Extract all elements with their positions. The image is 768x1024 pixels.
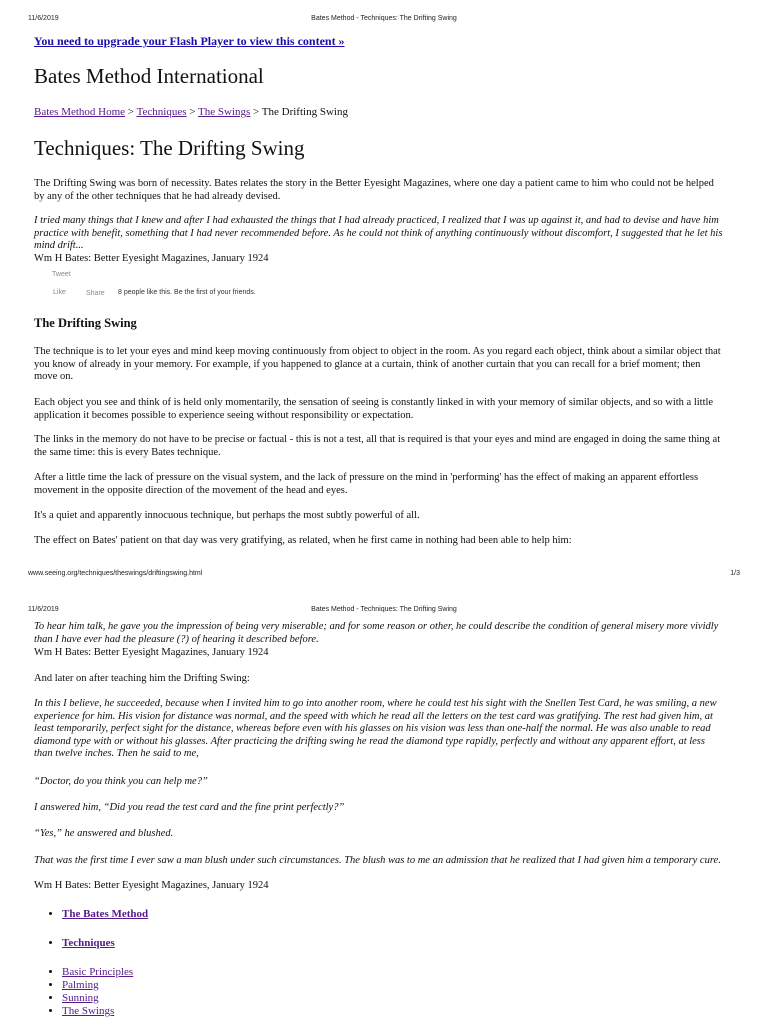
citation: Wm H Bates: Better Eyesight Magazines, January 1924 <box>34 647 269 658</box>
body-paragraph: The links in the memory do not have to be precise or factual - this is not a test, all that is required is that your eyes and mind are engaged in doing the same thing at the same time: this is every Bates technique. <box>34 434 721 458</box>
nav-link-techniques[interactable]: Techniques <box>62 937 115 949</box>
print-url: www.seeing.org/techniques/theswings/driftingswing.html <box>28 570 203 577</box>
nav-item <box>62 992 133 1005</box>
print-footer <box>28 570 740 582</box>
intro-paragraph: The Drifting Swing was born of necessity. Bates relates the story in the Better Eyesight Magazines, where one day a patient came to him who could not be helped by any of the other techniques that he had already devised. <box>34 178 714 202</box>
body-paragraph: And later on after teaching him the Drifting Swing: <box>34 673 250 684</box>
page-title: Techniques: The Drifting Swing <box>34 136 305 160</box>
breadcrumb-swings-link[interactable]: The Swings <box>198 106 251 118</box>
nav-item <box>62 937 115 950</box>
breadcrumb-techniques-link[interactable]: Techniques <box>136 106 187 118</box>
nav-link-sunning[interactable]: Sunning <box>62 992 99 1004</box>
citation: Wm H Bates: Better Eyesight Magazines, January 1924 <box>34 880 269 891</box>
nav-link-basic-principles[interactable]: Basic Principles <box>62 966 134 978</box>
share-button[interactable]: Share <box>86 290 105 297</box>
like-button[interactable]: Like <box>53 289 66 296</box>
breadcrumb-separator: > <box>186 106 199 118</box>
citation: Wm H Bates: Better Eyesight Magazines, January 1924 <box>34 253 269 264</box>
print-date: 11/6/2019 <box>28 606 59 613</box>
nav-sub-list <box>34 966 133 1018</box>
print-header <box>28 606 740 618</box>
quote-block: To hear him talk, he gave you the impression of being very miserable; and for some reason or other, he could describe the condition of general misery more vividly than I have ever had the pleasure (?) of hearing it described before. <box>34 621 719 645</box>
section-heading: The Drifting Swing <box>34 316 137 330</box>
tweet-button[interactable]: Tweet <box>52 271 71 278</box>
body-paragraph: The technique is to let your eyes and mind keep moving continuously from object to object in the room. As you regard each object, think about a similar object that you know of already in your memory. For example, if you happened to glance at a curtain, think of another curtain that you can recall for a brief moment; then move on. <box>34 346 721 382</box>
breadcrumb <box>34 106 348 118</box>
quote-block: In this I believe, he succeeded, because when I invited him to go into another room, where he could test his sight with the Snellen Test Card, he was smiling, a new experience for him. His vision for distance was normal, and the speed with which he read all the letters on the test card was gratifying. The rest had given him, at least temporarily, perfect sight for the distance, whereas before even with his glasses on his vision was less than one-half the normal. He was also unable to read diamond type with or without his glasses. After practicing the drifting swing he read the diamond type rapidly, perfectly and without any apparent effort, at less than twelve inches. Then he said to me, <box>34 698 717 759</box>
nav-list <box>34 908 148 921</box>
flash-upgrade-link[interactable]: You need to upgrade your Flash Player to view this content » <box>34 34 345 48</box>
breadcrumb-separator: > <box>125 106 137 118</box>
nav-item <box>62 908 148 921</box>
print-header <box>28 15 740 27</box>
body-paragraph: After a little time the lack of pressure on the visual system, and the lack of pressure on the mind in 'performing' has the effect of making an apparent effortless movement in the opposite direction of the movement of the head and eyes. <box>34 472 699 496</box>
breadcrumb-current: The Drifting Swing <box>261 106 348 118</box>
body-paragraph: The effect on Bates' patient on that day was very gratifying, as related, when he first came in nothing had been able to help him: <box>34 535 572 546</box>
like-count-text: 8 people like this. Be the first of your friends. <box>118 289 256 296</box>
quote-block: I tried many things that I knew and after I had exhausted the things that I had already practiced, I realized that I was up against it, and had to devise and have him practice with benefit, something that I had never recommended before. As he could not think of anything continuously without discomfort, I suggested that he let his mind drift... <box>34 215 723 251</box>
nav-item <box>62 1005 133 1018</box>
page-number: 1/3 <box>730 570 740 577</box>
nav-item <box>62 966 133 979</box>
nav-item <box>62 979 133 992</box>
nav-link-the-swings[interactable]: The Swings <box>62 1005 115 1017</box>
print-date: 11/6/2019 <box>28 15 59 22</box>
quote-block: That was the first time I ever saw a man blush under such circumstances. The blush was to me an admission that he realized that I had given him a temporary cure. <box>34 855 721 866</box>
nav-link-palming[interactable]: Palming <box>62 979 99 991</box>
nav-list <box>34 937 115 950</box>
breadcrumb-separator: > <box>250 106 262 118</box>
print-title: Bates Method - Techniques: The Drifting Swing <box>311 606 457 613</box>
body-paragraph: Each object you see and think of is held only momentarily, the sensation of seeing is constantly linked in with your memory of similar objects, and so with a little application it becomes possible to experience seeing without responsibility or expectation. <box>34 397 714 421</box>
body-paragraph: It's a quiet and apparently innocuous technique, but perhaps the most subtly powerful of all. <box>34 510 420 521</box>
dialog-line: I answered him, “Did you read the test card and the fine print perfectly?” <box>34 802 345 813</box>
nav-link-bates-method[interactable]: The Bates Method <box>62 908 149 920</box>
site-title: Bates Method International <box>34 64 264 88</box>
dialog-line: “Yes,” he answered and blushed. <box>34 828 174 839</box>
breadcrumb-home-link[interactable]: Bates Method Home <box>34 106 126 118</box>
dialog-line: “Doctor, do you think you can help me?” <box>34 776 208 787</box>
print-title: Bates Method - Techniques: The Drifting Swing <box>311 15 457 22</box>
